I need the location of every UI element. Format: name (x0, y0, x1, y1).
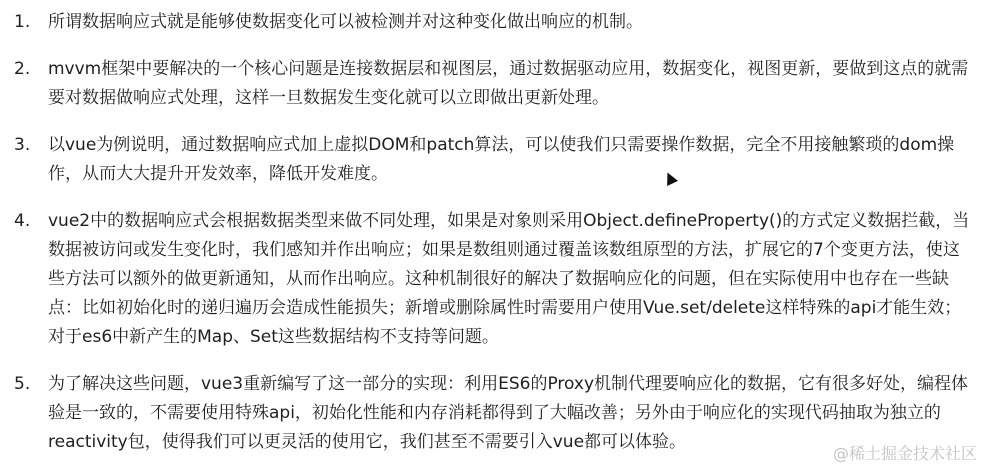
list-item-number: 5. (14, 374, 31, 394)
list-item-text: 为了解决这些问题，vue3重新编写了这一部分的实现：利用ES6的Proxy机制代理要响应化的数据，它有很多好处，编程体验是一致的，不需要使用特殊api，初始化性能和内存消耗都得到了大幅改善；另外由于响应化的实现代码抽取为独立的reactivity包，使得我们可以更灵活的使用它，我们甚至不需要引入vue都可以体验。 (48, 374, 969, 452)
list-item (0, 131, 993, 189)
list-item-text: mvvm框架中要解决的一个核心问题是连接数据层和视图层，通过数据驱动应用，数据变化，视图更新，要做到这点的就需要对数据做响应式处理，这样一旦数据发生变化就可以立即做出更新处理。 (48, 59, 969, 108)
list-item-text: vue2中的数据响应式会根据数据类型来做不同处理，如果是对象则采用Object.defineProperty()的方式定义数据拦截，当数据被访问或发生变化时，我们感知并作出响应；如果是数组则通过覆盖该数组原型的方法，扩展它的7个变更方法，使这些方法可以额外的做更新通知，从而作出响应。这种机制很好的解决了数据响应化的问题，但在实际使用中也存在一些缺点：比如初始化时的递归遍历会造成性能损失；新增或删除属性时需要用户使用Vue.set/delete这样特殊的api才能生效；对于es6中新产生的Map、Set这些数据结构不支持等问题。 (48, 211, 970, 347)
list-item-number: 4. (14, 211, 31, 231)
numbered-list (0, 8, 993, 475)
list-item-number: 1. (14, 12, 31, 32)
list-item-number: 3. (14, 135, 31, 155)
watermark: @稀土掘金技术社区 (832, 444, 977, 463)
list-item (0, 8, 993, 37)
list-item-text: 以vue为例说明，通过数据响应式加上虚拟DOM和patch算法，可以使我们只需要操作数据，完全不用接触繁琐的dom操作，从而大大提升开发效率，降低开发难度。 (48, 135, 955, 184)
list-item (0, 55, 993, 113)
list-item (0, 207, 993, 352)
list-item-text: 所谓数据响应式就是能够使数据变化可以被检测并对这种变化做出响应的机制。 (48, 12, 643, 32)
list-item-number: 2. (14, 59, 31, 79)
